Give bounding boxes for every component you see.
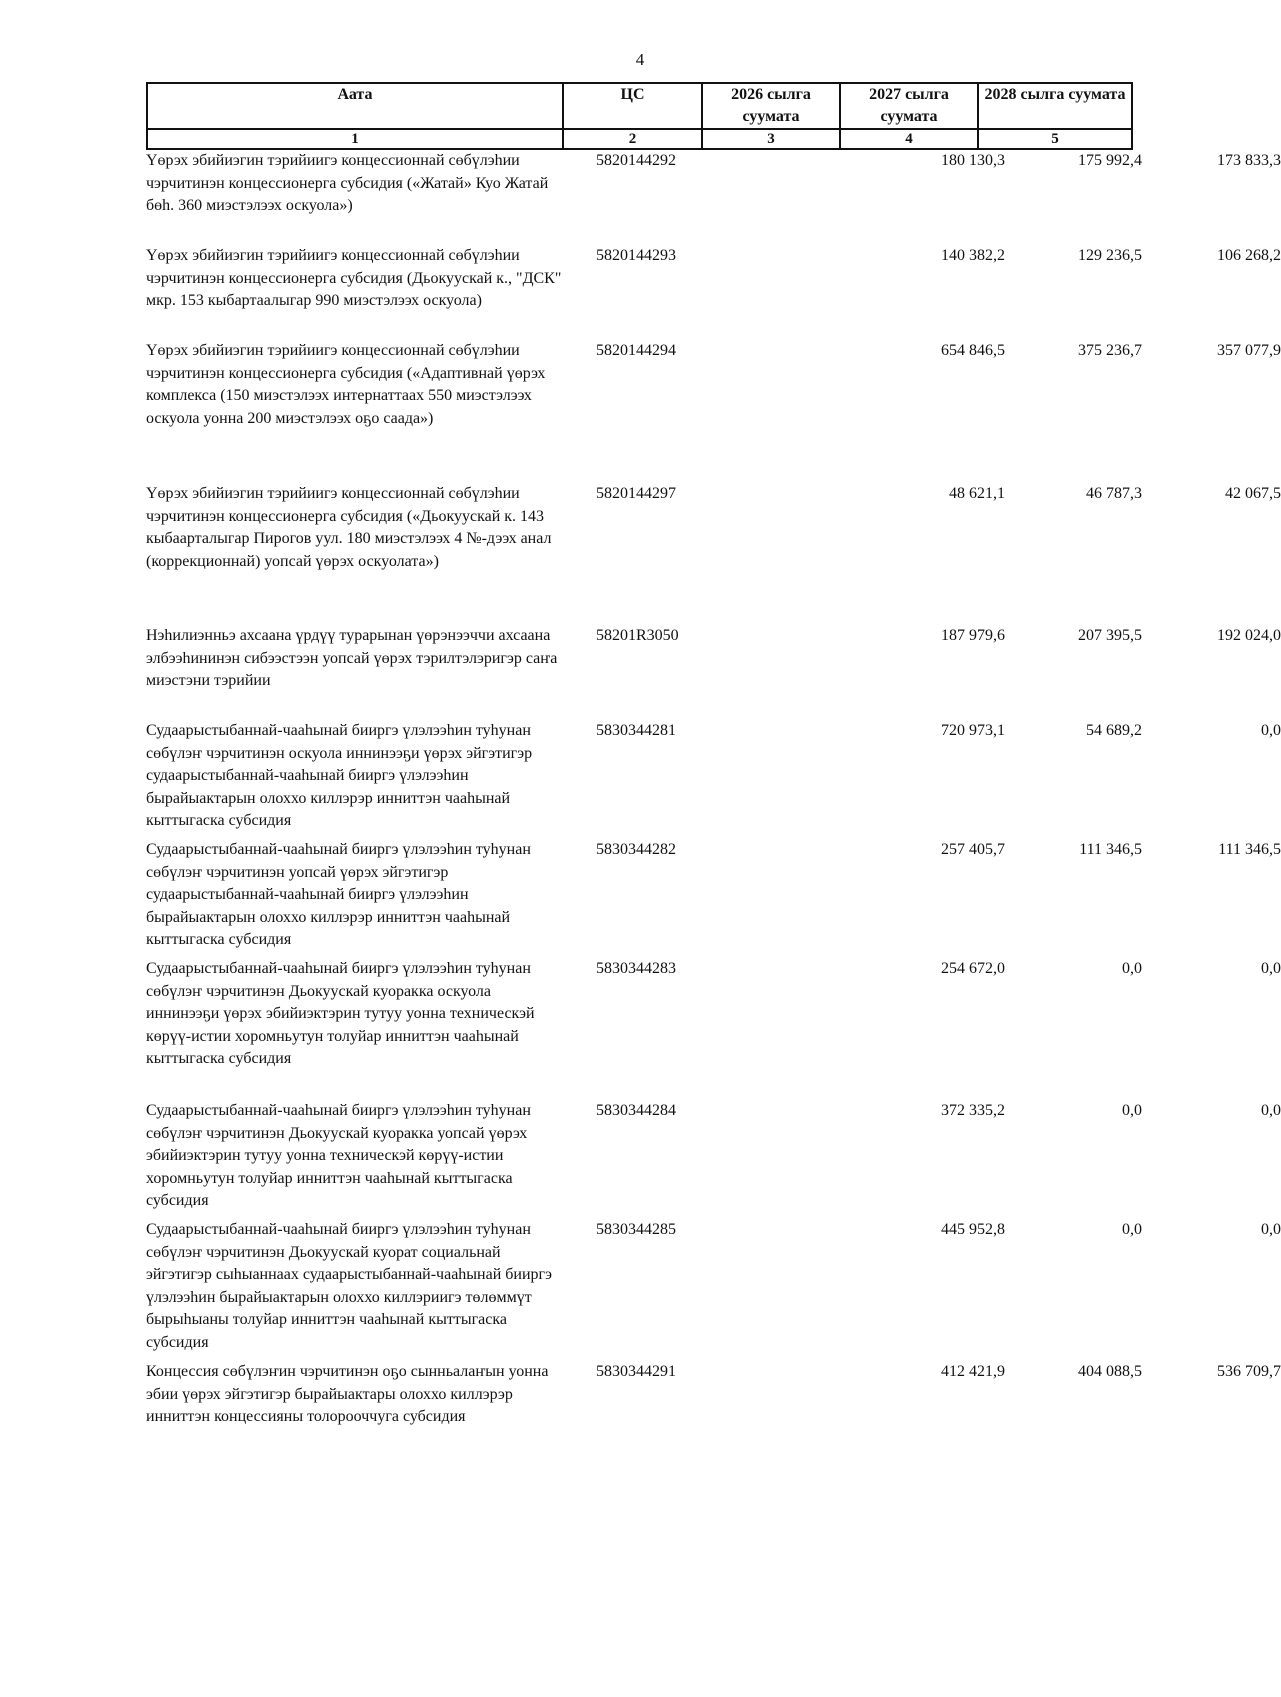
row-code: 5830344291: [596, 1363, 676, 1380]
header-2026: 2026 сылга суумата: [702, 83, 840, 129]
row-code: 5820144297: [596, 485, 676, 502]
row-value-2028: 0,0: [1261, 1221, 1281, 1238]
row-code: 5830344282: [596, 841, 676, 858]
row-name: Нэһилиэнньэ ахсаана үрдүү турарынан үөрэнээччи ахсаана элбээһининэн сибээстээн уопсай үөрэх тэрилтэлэригэр саҥа миэстэни тэрийии: [146, 627, 558, 689]
row-value-2026: 720 973,1: [941, 722, 1005, 739]
row-name: Судаарыстыбаннай-чааһынай бииргэ үлэлээһин туһунан сөбүлэҥ чэрчитинэн Дьокуускай куорат социальнай эйгэтигэр сыһыаннаах судаарыстыбаннай-чааһынай бииргэ үлэлээһин бырайыактарын олоххо киллэриигэ төлөммүт бырыһыаны толуйар инниттэн чааһынай кыттыгаска субсидия: [146, 1221, 552, 1351]
row-code: 5830344283: [596, 960, 676, 977]
header-2027: 2027 сылга суумата: [840, 83, 978, 129]
page-number: 4: [635, 50, 645, 69]
row-value-2026: 412 421,9: [941, 1363, 1005, 1380]
table-header: [146, 82, 1133, 150]
row-code: 5830344284: [596, 1102, 676, 1119]
row-value-2028: 0,0: [1261, 1102, 1281, 1119]
row-name: Үөрэх эбийиэгин тэрийиигэ концессионнай сөбүлэһии чэрчитинэн концессионерга субсидия (Дьокуускай к., "ДСК" мкр. 153 кыбартаалыгар 990 миэстэлээх оскуола): [146, 247, 562, 309]
row-value-2026: 187 979,6: [941, 627, 1005, 644]
header-name: Аата: [147, 83, 563, 129]
row-value-2026: 180 130,3: [941, 152, 1005, 169]
header-num-5: 5: [978, 129, 1132, 149]
row-code: 5830344285: [596, 1221, 676, 1238]
row-value-2027: 404 088,5: [1078, 1363, 1142, 1380]
header-2028: 2028 сылга суумата: [978, 83, 1132, 129]
row-name: Үөрэх эбийиэгин тэрийиигэ концессионнай сөбүлэһии чэрчитинэн концессионерга субсидия («Адаптивнай үөрэх комплекса (150 миэстэлээх интернаттаах 550 миэстэлээх оскуола уонна 200 миэстэлээх оҕо саада»): [146, 342, 546, 427]
row-value-2027: 54 689,2: [1086, 722, 1142, 739]
row-name: Үөрэх эбийиэгин тэрийиигэ концессионнай сөбүлэһии чэрчитинэн концессионерга субсидия («Жатай» Куо Жатай бөһ. 360 миэстэлээх оскуола»): [146, 152, 549, 214]
row-value-2027: 207 395,5: [1078, 627, 1142, 644]
row-value-2026: 257 405,7: [941, 841, 1005, 858]
row-value-2028: 357 077,9: [1217, 342, 1281, 359]
row-value-2028: 173 833,3: [1217, 152, 1281, 169]
row-name: Үөрэх эбийиэгин тэрийиигэ концессионнай сөбүлэһии чэрчитинэн концессионерга субсидия («Дьокуускай к. 143 кыбаарталыгар Пирогов уул. 180 миэстэлээх 4 №-дээх анал (коррекционнай) уопсай үөрэх оскуолата»): [146, 485, 552, 570]
row-name: Судаарыстыбаннай-чааһынай бииргэ үлэлээһин туһунан сөбүлэҥ чэрчитинэн уопсай үөрэх эйгэтигэр судаарыстыбаннай-чааһынай бииргэ үлэлээһин бырайыактарын олоххо киллэрэр инниттэн чааһынай кыттыгаска субсидия: [146, 841, 531, 948]
row-value-2028: 536 709,7: [1217, 1363, 1281, 1380]
row-value-2026: 254 672,0: [941, 960, 1005, 977]
row-name: Судаарыстыбаннай-чааһынай бииргэ үлэлээһин туһунан сөбүлэҥ чэрчитинэн Дьокуускай куоракка уопсай үөрэх эбийиэктэрин тутуу уонна техническэй көрүү-истии хоромньутун толуйар инниттэн чааһынай кыттыгаска субсидия: [146, 1102, 531, 1209]
header-num-4: 4: [840, 129, 978, 149]
row-value-2027: 46 787,3: [1086, 485, 1142, 502]
row-value-2027: 0,0: [1122, 1102, 1142, 1119]
row-value-2026: 48 621,1: [949, 485, 1005, 502]
row-value-2028: 0,0: [1261, 722, 1281, 739]
header-num-1: 1: [147, 129, 563, 149]
row-value-2026: 140 382,2: [941, 247, 1005, 264]
header-num-3: 3: [702, 129, 840, 149]
row-value-2026: 372 335,2: [941, 1102, 1005, 1119]
row-value-2026: 654 846,5: [941, 342, 1005, 359]
row-value-2026: 445 952,8: [941, 1221, 1005, 1238]
row-code: 58201R3050: [596, 627, 679, 644]
row-value-2028: 111 346,5: [1218, 841, 1281, 858]
row-value-2028: 106 268,2: [1217, 247, 1281, 264]
row-value-2027: 0,0: [1122, 1221, 1142, 1238]
row-value-2028: 192 024,0: [1217, 627, 1281, 644]
row-code: 5820144292: [596, 152, 676, 169]
row-name: Судаарыстыбаннай-чааһынай бииргэ үлэлээһин туһунан сөбүлэҥ чэрчитинэн оскуола иннинээҕи үөрэх эйгэтигэр судаарыстыбаннай-чааһынай бииргэ үлэлээһин бырайыактарын олоххо киллэрэр инниттэн чааһынай кыттыгаска субсидия: [146, 722, 533, 829]
row-value-2028: 42 067,5: [1225, 485, 1281, 502]
row-code: 5820144294: [596, 342, 676, 359]
header-code: ЦС: [563, 83, 702, 129]
row-name: Судаарыстыбаннай-чааһынай бииргэ үлэлээһин туһунан сөбүлэҥ чэрчитинэн Дьокуускай куоракка оскуола иннинээҕи үөрэх эбийиэктэрин тутуу уонна техническэй көрүү-истии хоромньутун толуйар инниттэн чааһынай кыттыгаска субсидия: [146, 960, 535, 1067]
row-value-2027: 111 346,5: [1079, 841, 1142, 858]
row-value-2027: 129 236,5: [1078, 247, 1142, 264]
row-value-2028: 0,0: [1261, 960, 1281, 977]
row-code: 5830344281: [596, 722, 676, 739]
header-num-2: 2: [563, 129, 702, 149]
row-value-2027: 375 236,7: [1078, 342, 1142, 359]
row-value-2027: 0,0: [1122, 960, 1142, 977]
row-name: Концессия сөбүлэҥин чэрчитинэн оҕо сынньалаҥын уонна эбии үөрэх эйгэтигэр бырайыактары олоххо киллэрэр инниттэн концессияны толорооччуга субсидия: [146, 1363, 549, 1425]
row-value-2027: 175 992,4: [1078, 152, 1142, 169]
row-code: 5820144293: [596, 247, 676, 264]
